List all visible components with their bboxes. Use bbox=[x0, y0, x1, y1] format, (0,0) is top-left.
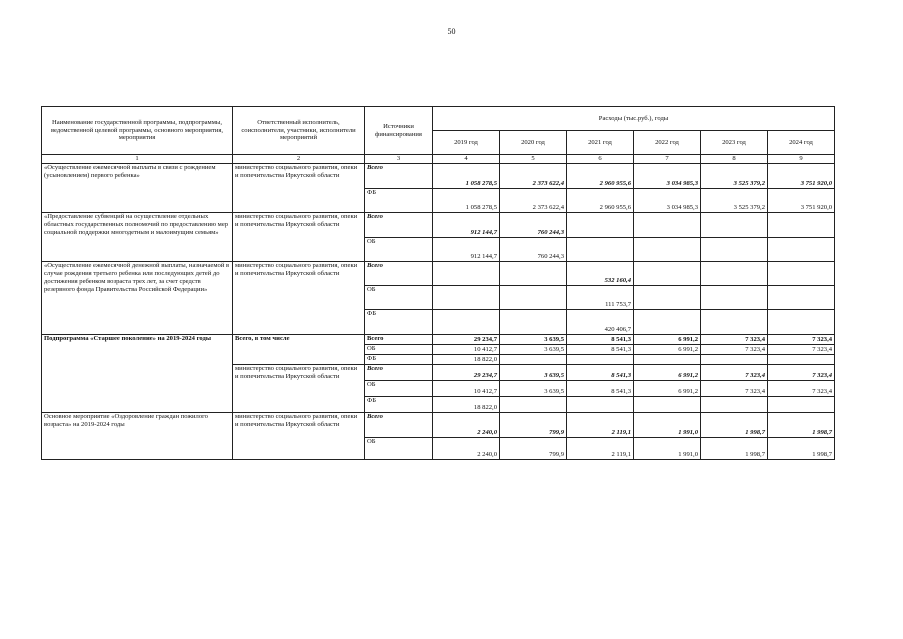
value-cell: 3 751 920,0 bbox=[768, 164, 835, 189]
value-cell bbox=[433, 286, 500, 310]
value-cell: 1 058 278,5 bbox=[433, 164, 500, 189]
value-cell: 7 323,4 bbox=[768, 365, 835, 381]
table-row bbox=[42, 213, 835, 238]
year-2020: 2020 год bbox=[500, 131, 567, 155]
col-number: 1 bbox=[42, 155, 233, 164]
value-cell bbox=[768, 310, 835, 335]
value-cell bbox=[701, 355, 768, 365]
year-2024: 2024 год bbox=[768, 131, 835, 155]
value-cell: 1 058 278,5 bbox=[433, 189, 500, 213]
row-executor: министерство социального развития, опеки и попечительства Иркутской области bbox=[233, 262, 365, 335]
value-cell: 7 323,4 bbox=[701, 345, 768, 355]
source-label: Всего bbox=[365, 413, 433, 438]
budget-table bbox=[41, 106, 835, 460]
source-label: Всего bbox=[365, 262, 433, 286]
value-cell: 1 998,7 bbox=[701, 413, 768, 438]
year-2019: 2019 год bbox=[433, 131, 500, 155]
value-cell: 912 144,7 bbox=[433, 238, 500, 262]
value-cell bbox=[433, 310, 500, 335]
value-cell: 3 751 920,0 bbox=[768, 189, 835, 213]
value-cell bbox=[634, 286, 701, 310]
value-cell: 2 240,0 bbox=[433, 438, 500, 460]
row-executor: министерство социального развития, опеки и попечительства Иркутской области bbox=[233, 413, 365, 460]
row-executor: министерство социального развития, опеки и попечительства Иркутской области bbox=[233, 213, 365, 262]
source-label: ОБ bbox=[365, 438, 433, 460]
value-cell: 3 639,5 bbox=[500, 365, 567, 381]
source-label: Всего bbox=[365, 164, 433, 189]
value-cell: 3 525 379,2 bbox=[701, 189, 768, 213]
col-number: 5 bbox=[500, 155, 567, 164]
value-cell bbox=[500, 355, 567, 365]
header-row bbox=[42, 107, 835, 131]
value-cell: 2 960 955,6 bbox=[567, 189, 634, 213]
col-number: 2 bbox=[233, 155, 365, 164]
value-cell: 7 323,4 bbox=[701, 335, 768, 345]
value-cell: 420 406,7 bbox=[567, 310, 634, 335]
value-cell bbox=[634, 310, 701, 335]
header-source: Источники финансирования bbox=[365, 107, 433, 155]
value-cell bbox=[500, 397, 567, 413]
value-cell bbox=[500, 310, 567, 335]
value-cell: 760 244,3 bbox=[500, 238, 567, 262]
table-row bbox=[42, 164, 835, 189]
value-cell bbox=[701, 238, 768, 262]
value-cell: 912 144,7 bbox=[433, 213, 500, 238]
row-executor: Всего, в том числе bbox=[233, 335, 365, 365]
table-row bbox=[42, 413, 835, 438]
row-name: Основное мероприятие «Оздоровление граждан пожилого возраста» на 2019-2024 годы bbox=[42, 413, 233, 460]
source-label: ОБ bbox=[365, 345, 433, 355]
value-cell: 2 373 622,4 bbox=[500, 164, 567, 189]
source-label: ФБ bbox=[365, 397, 433, 413]
value-cell bbox=[768, 286, 835, 310]
row-name: «Осуществление ежемесячной выплаты в связи с рождением (усыновлением) первого ребенка» bbox=[42, 164, 233, 213]
value-cell: 2 240,0 bbox=[433, 413, 500, 438]
value-cell: 7 323,4 bbox=[701, 365, 768, 381]
value-cell: 2 119,1 bbox=[567, 413, 634, 438]
value-cell: 2 373 622,4 bbox=[500, 189, 567, 213]
value-cell: 18 822,0 bbox=[433, 397, 500, 413]
value-cell bbox=[634, 397, 701, 413]
value-cell: 8 541,3 bbox=[567, 335, 634, 345]
col-number: 3 bbox=[365, 155, 433, 164]
value-cell: 8 541,3 bbox=[567, 381, 634, 397]
value-cell: 799,9 bbox=[500, 413, 567, 438]
source-label: ОБ bbox=[365, 381, 433, 397]
value-cell: 760 244,3 bbox=[500, 213, 567, 238]
value-cell: 10 412,7 bbox=[433, 345, 500, 355]
value-cell bbox=[701, 397, 768, 413]
value-cell: 1 998,7 bbox=[768, 438, 835, 460]
value-cell: 2 119,1 bbox=[567, 438, 634, 460]
source-label: ОБ bbox=[365, 286, 433, 310]
value-cell bbox=[500, 262, 567, 286]
value-cell: 1 998,7 bbox=[768, 413, 835, 438]
value-cell bbox=[500, 286, 567, 310]
value-cell bbox=[634, 355, 701, 365]
value-cell: 3 639,5 bbox=[500, 345, 567, 355]
value-cell: 3 525 379,2 bbox=[701, 164, 768, 189]
page-number: 50 bbox=[447, 27, 456, 36]
value-cell bbox=[567, 213, 634, 238]
col-number: 7 bbox=[634, 155, 701, 164]
value-cell bbox=[701, 310, 768, 335]
value-cell: 6 991,2 bbox=[634, 345, 701, 355]
value-cell: 3 639,5 bbox=[500, 381, 567, 397]
column-numbers-row bbox=[42, 155, 835, 164]
value-cell: 1 998,7 bbox=[701, 438, 768, 460]
source-label: Всего bbox=[365, 365, 433, 381]
value-cell: 532 160,4 bbox=[567, 262, 634, 286]
value-cell bbox=[433, 262, 500, 286]
row-executor: министерство социального развития, опеки и попечительства Иркутской области bbox=[233, 164, 365, 213]
value-cell bbox=[634, 238, 701, 262]
value-cell bbox=[567, 238, 634, 262]
value-cell: 3 034 985,3 bbox=[634, 189, 701, 213]
value-cell: 8 541,3 bbox=[567, 345, 634, 355]
year-2021: 2021 год bbox=[567, 131, 634, 155]
value-cell bbox=[701, 262, 768, 286]
source-label: Всего bbox=[365, 213, 433, 238]
value-cell: 799,9 bbox=[500, 438, 567, 460]
value-cell: 7 323,4 bbox=[768, 381, 835, 397]
value-cell bbox=[634, 213, 701, 238]
value-cell bbox=[768, 397, 835, 413]
value-cell: 2 960 955,6 bbox=[567, 164, 634, 189]
value-cell bbox=[634, 262, 701, 286]
header-expenses: Расходы (тыс.руб.), годы bbox=[433, 107, 835, 131]
value-cell: 6 991,2 bbox=[634, 381, 701, 397]
row-name: «Осуществление ежемесячной денежной выплаты, назначаемой в случае рождения третьего ребенка или последующих детей до достижения ребенком возраста трех лет, за счет средств резервного фонда Правительства Российской Федерации» bbox=[42, 262, 233, 335]
value-cell: 6 991,2 bbox=[634, 365, 701, 381]
value-cell: 18 822,0 bbox=[433, 355, 500, 365]
table-row bbox=[42, 262, 835, 286]
header-executor: Ответственный исполнитель, соисполнители, участники, исполнители мероприятий bbox=[233, 107, 365, 155]
value-cell: 7 323,4 bbox=[768, 335, 835, 345]
value-cell: 6 991,2 bbox=[634, 335, 701, 345]
value-cell: 1 991,0 bbox=[634, 438, 701, 460]
value-cell bbox=[768, 213, 835, 238]
row-executor: министерство социального развития, опеки и попечительства Иркутской области bbox=[233, 365, 365, 413]
value-cell: 1 991,0 bbox=[634, 413, 701, 438]
source-label: ФБ bbox=[365, 310, 433, 335]
col-number: 9 bbox=[768, 155, 835, 164]
value-cell bbox=[768, 238, 835, 262]
year-2023: 2023 год bbox=[701, 131, 768, 155]
value-cell bbox=[701, 286, 768, 310]
source-label: Всего bbox=[365, 335, 433, 345]
header-name: Наименование государственной программы, подпрограммы, ведомственной целевой программы, основного мероприятия, мероприятия bbox=[42, 107, 233, 155]
source-label: ФБ bbox=[365, 189, 433, 213]
row-name: «Предоставление субвенций на осуществление отдельных областных государственных полномочий по предоставлению мер социальной поддержки многодетным и малоимущим семьям» bbox=[42, 213, 233, 262]
value-cell: 29 234,7 bbox=[433, 335, 500, 345]
subprogram-name: Подпрограмма «Старшее поколение» на 2019-2024 годы bbox=[42, 335, 233, 413]
value-cell bbox=[768, 262, 835, 286]
col-number: 4 bbox=[433, 155, 500, 164]
value-cell: 3 034 985,3 bbox=[634, 164, 701, 189]
col-number: 6 bbox=[567, 155, 634, 164]
value-cell bbox=[768, 355, 835, 365]
col-number: 8 bbox=[701, 155, 768, 164]
year-2022: 2022 год bbox=[634, 131, 701, 155]
value-cell: 8 541,3 bbox=[567, 365, 634, 381]
value-cell: 10 412,7 bbox=[433, 381, 500, 397]
source-label: ФБ bbox=[365, 355, 433, 365]
table-row bbox=[42, 335, 835, 345]
value-cell: 29 234,7 bbox=[433, 365, 500, 381]
value-cell: 7 323,4 bbox=[768, 345, 835, 355]
value-cell: 111 753,7 bbox=[567, 286, 634, 310]
value-cell bbox=[701, 213, 768, 238]
source-label: ОБ bbox=[365, 238, 433, 262]
value-cell bbox=[567, 397, 634, 413]
value-cell: 3 639,5 bbox=[500, 335, 567, 345]
value-cell bbox=[567, 355, 634, 365]
value-cell: 7 323,4 bbox=[701, 381, 768, 397]
